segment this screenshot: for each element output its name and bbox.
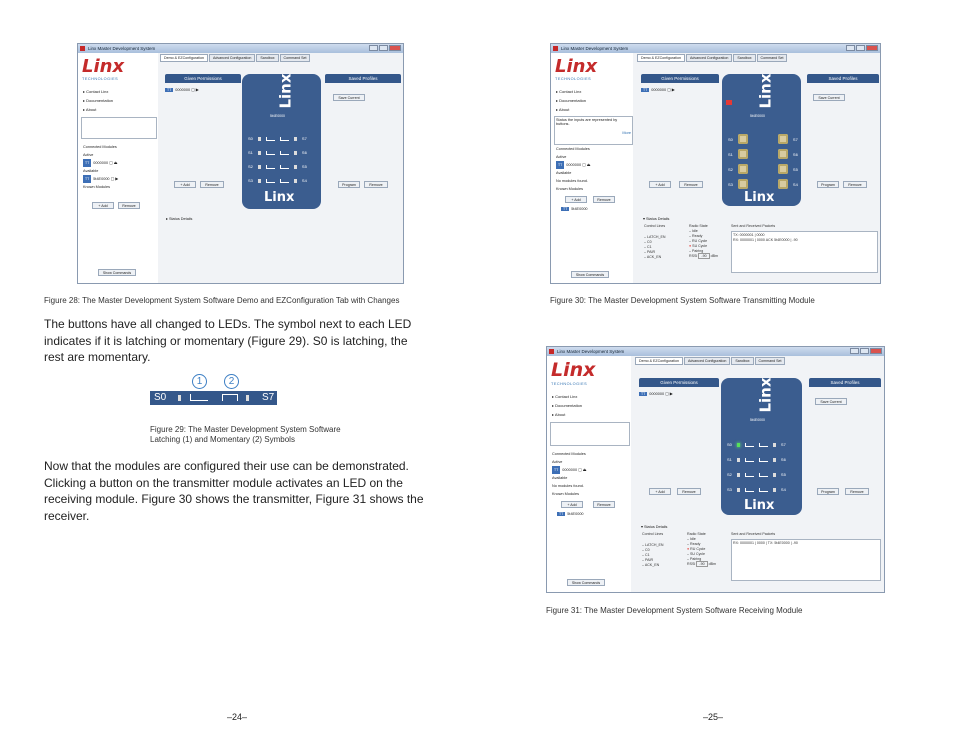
no-modules-31: No modules found. xyxy=(552,484,584,488)
info-box xyxy=(81,117,157,139)
add-button-30[interactable]: + Add xyxy=(649,181,671,188)
packets-label-30: Sent and Received Packets xyxy=(731,224,776,228)
linx-logo: Linx xyxy=(82,56,125,77)
linx-logo-30: Linx xyxy=(555,56,598,77)
tab-bar-31 xyxy=(635,357,785,365)
window-titlebar xyxy=(78,44,403,53)
button-row-2[interactable]: S2 S5 xyxy=(728,164,798,174)
figure-29-strip xyxy=(150,391,277,405)
fig29-s0: S0 xyxy=(154,392,167,403)
remove-button-31[interactable]: Remove xyxy=(677,488,701,495)
board-id: 5t4E0000 xyxy=(270,114,285,118)
nav-about-31[interactable]: ▸ About xyxy=(552,412,566,417)
known-modules-label-30: Known Modules xyxy=(556,187,584,191)
show-commands-button[interactable]: Show Commands xyxy=(98,269,136,276)
window-title: Linx Master Development System xyxy=(88,46,156,51)
add-known-button-30[interactable]: + Add xyxy=(565,196,587,203)
tab-sandbox-31[interactable]: Sandbox xyxy=(731,357,753,365)
maximize-button-30[interactable] xyxy=(856,45,865,51)
button-row-0[interactable]: S0 S7 xyxy=(728,134,798,144)
save-current-button-31[interactable]: Save Current xyxy=(815,398,847,405)
no-modules-30: No modules found. xyxy=(556,179,588,183)
close-button-30[interactable] xyxy=(866,45,878,51)
app-icon xyxy=(80,46,85,51)
active-module-31[interactable]: TT 0000000 ▢ ⏏ xyxy=(554,468,587,472)
page-number-right: –25– xyxy=(703,712,724,722)
close-button[interactable] xyxy=(389,45,401,51)
window-titlebar-31 xyxy=(547,347,884,356)
save-current-button[interactable]: Save Current xyxy=(333,94,365,101)
connected-modules-label: Connected Modules xyxy=(83,145,117,149)
maximize-button-31[interactable] xyxy=(860,348,869,354)
paragraph-1: The buttons have all changed to LEDs. The symbol next to each LED indicates if it is latching or momentary (Figure 29). S0 is latching, the rest are momentary. xyxy=(44,317,412,364)
fig29-caption-1: Figure 29: The Master Development System Software xyxy=(150,425,341,434)
tab-advanced-31[interactable]: Advanced Configuration xyxy=(684,357,730,365)
radio-state-label-30: Radio State xyxy=(689,224,708,228)
figure-28-window xyxy=(77,43,404,284)
minimize-button-30[interactable] xyxy=(846,45,855,51)
tab-command-set[interactable]: Command Set xyxy=(280,54,311,62)
paragraph-2: Now that the modules are configured their use can be demonstrated. Clicking a button on the transmitter module activates an LED on the receiving module. Figure 30 shows the transmitter, Figure 31 shows the receiver. xyxy=(44,459,424,523)
remove-button-30[interactable]: Remove xyxy=(679,181,703,188)
remove-profile-button[interactable]: Remove xyxy=(364,181,388,188)
control-lines-label-31: Control Lines xyxy=(642,532,664,536)
active-module-30[interactable]: TT 0000000 ▢ ⏏ xyxy=(558,163,591,167)
rssi-value-31: -90 xyxy=(696,561,707,567)
nav-documentation-31[interactable]: ▸ Documentation xyxy=(552,403,583,408)
window-title-31: Linx Master Development System xyxy=(557,349,625,354)
status-note-box xyxy=(554,116,633,145)
linx-logo-31: Linx xyxy=(551,359,596,381)
active-module[interactable]: TT 0000000 ▢ ⏏ xyxy=(85,161,118,165)
available-label-30: Available xyxy=(556,171,572,175)
close-button-31[interactable] xyxy=(870,348,882,354)
remove-known-button-31[interactable]: Remove xyxy=(593,501,615,508)
available-label-31: Available xyxy=(552,476,568,480)
module-board-30 xyxy=(722,74,801,206)
tab-sandbox[interactable]: Sandbox xyxy=(256,54,278,62)
tab-command-set-30[interactable]: Command Set xyxy=(757,54,788,62)
fig29-led xyxy=(178,395,181,401)
left-pane-31 xyxy=(547,356,631,592)
show-commands-button-30[interactable]: Show Commands xyxy=(571,271,609,278)
fig28-caption: Figure 28: The Master Development System Software Demo and EZConfiguration Tab with Changes xyxy=(44,296,400,305)
radio-state-label-31: Radio State xyxy=(687,532,706,536)
minimize-button[interactable] xyxy=(369,45,378,51)
tab-demo-30[interactable]: Demo & EZConfiguration xyxy=(637,54,685,62)
info-box-31 xyxy=(550,422,630,446)
remove-button[interactable]: Remove xyxy=(200,181,224,188)
logo-subtitle-31: TECHNOLOGIES xyxy=(551,382,588,386)
board-logo: Linx xyxy=(276,73,295,109)
add-button-31[interactable]: + Add xyxy=(649,488,671,495)
left-pane xyxy=(78,53,158,283)
save-current-button-30[interactable]: Save Current xyxy=(813,94,845,101)
figure-31-window: Linx Master Development System Linx TECHNOLOGIES ▸ Contact Linx ▸ Documentation ▸ About Connected Modules Active TT 0000000 ▢ ⏏ Available No modules found. Known Modules + Add Remove TT 5t4E0000 Show Commands Demo & EZConfiguration Advanced Configuration Sandbox Command Set Given Permissions TT 0000000 ▢ ▶ Linx 5t4E0000 S0 S7 S1 S6 S2 S5 S3 S4 Linx + Add Remove Saved Profiles Save Current Program Remove ▾ Status Details Control Lines – LATCH_EN – C0 – C1 – PAIR – ACK_EN Radio State – Idle – Ready ● RU Cycle – SU Cycle – Pairing RSSI -90 dBm Sent and Received Packets RX: 0000001 | 0000 | TX: 5t4E0000 | -90 xyxy=(546,346,885,593)
board-id-31: 5t4E0000 xyxy=(750,418,765,422)
connected-modules-label-30: Connected Modules xyxy=(556,147,590,151)
known-modules-label: Known Modules xyxy=(83,185,111,189)
switch-row-0[interactable]: S0 S7 xyxy=(248,136,307,141)
status-led-red xyxy=(726,100,732,105)
fig29-led-right xyxy=(246,395,249,401)
program-button-31[interactable]: Program xyxy=(817,488,839,495)
module-row-30[interactable]: TT 0000000 ▢ ▶ xyxy=(643,88,675,92)
module-board-31 xyxy=(721,378,802,515)
add-known-button[interactable]: + Add xyxy=(92,202,114,209)
more-link[interactable]: More xyxy=(622,131,631,135)
connected-modules-label-31: Connected Modules xyxy=(552,452,586,456)
page-number-left: –24– xyxy=(227,712,248,722)
known-modules-label-31: Known Modules xyxy=(552,492,580,496)
fig29-s7: S7 xyxy=(262,392,275,403)
nav-about[interactable]: ▸ About xyxy=(83,107,97,112)
fig29-caption-2: Latching (1) and Momentary (2) Symbols xyxy=(150,435,295,444)
active-label: Active xyxy=(83,153,94,157)
given-permissions-header: Given Permissions xyxy=(165,74,241,83)
add-button[interactable]: + Add xyxy=(174,181,196,188)
saved-profiles-header: Saved Profiles xyxy=(325,74,401,83)
button-row-1[interactable]: S1 S6 xyxy=(728,149,798,159)
latching-symbol xyxy=(190,394,208,401)
tab-advanced[interactable]: Advanced Configuration xyxy=(209,54,255,62)
tab-bar-30 xyxy=(637,54,787,62)
remove-known-button[interactable]: Remove xyxy=(118,202,140,209)
packets-box-30: TX: 0000001 | 0000 RX: 0000001 | 0000 ACK 5t4E0000 | -90 xyxy=(731,231,878,273)
logo-subtitle-30: TECHNOLOGIES xyxy=(555,77,592,81)
momentary-symbol xyxy=(222,394,238,401)
tab-demo-31[interactable]: Demo & EZConfiguration xyxy=(635,357,683,365)
available-module[interactable]: TT 5t4E0000 ▢ ▶ xyxy=(85,177,119,181)
status-note: Status the inputs are represented by buttons. xyxy=(556,118,618,126)
board-logo-30: Linx xyxy=(756,73,775,109)
switch-row-2[interactable]: S2 S5 xyxy=(248,164,307,169)
given-permissions-header-30: Given Permissions xyxy=(641,74,719,83)
fig31-caption: Figure 31: The Master Development System Software Receiving Module xyxy=(546,606,803,615)
app-icon-31 xyxy=(549,349,554,354)
packets-box-31: RX: 0000001 | 0000 | TX: 5t4E0000 | -90 xyxy=(731,539,881,581)
led-row-0: S0 S7 xyxy=(727,442,786,447)
nav-about-30[interactable]: ▸ About xyxy=(556,107,570,112)
module-row[interactable]: TT 0000000 ▢ ▶ xyxy=(167,88,199,92)
add-known-button-31[interactable]: + Add xyxy=(561,501,583,508)
status-details-toggle-31[interactable]: ▾ Status Details xyxy=(641,525,668,529)
known-module-30[interactable]: TT 5t4E0000 xyxy=(563,207,588,211)
led-row-1: S1 S6 xyxy=(727,457,786,462)
board-id-30: 5t4E0000 xyxy=(750,114,765,118)
control-lines-label-30: Control Lines xyxy=(644,224,666,228)
remove-known-button-30[interactable]: Remove xyxy=(593,196,615,203)
board-logo-bottom: Linx xyxy=(264,190,295,205)
active-label-31: Active xyxy=(552,460,563,464)
remove-profile-button-31[interactable]: Remove xyxy=(845,488,869,495)
minimize-button-31[interactable] xyxy=(850,348,859,354)
saved-profiles-header-30: Saved Profiles xyxy=(807,74,879,83)
led-row-2: S2 S5 xyxy=(727,472,786,477)
status-details-toggle[interactable]: ▸ Status Details xyxy=(166,217,193,221)
board-logo-bottom-30: Linx xyxy=(744,190,775,205)
tab-bar xyxy=(160,54,310,62)
fig30-caption: Figure 30: The Master Development System Software Transmitting Module xyxy=(550,296,815,305)
figure-30-window: Linx Master Development System Linx TECHNOLOGIES ▸ Contact Linx ▸ Documentation ▸ About Status the inputs are represented by buttons. More Connected Modules Active TT 0000000 ▢ ⏏ Available No modules found. Known Modules + Add Remove TT 5t4E0000 Show Commands Demo & EZConfiguration Advanced Configuration Sandbox Command Set Given Permissions TT 0000000 ▢ ▶ Linx 5t4E0000 S0 S7 S1 S6 S2 S5 S3 S4 Linx + Add Remove Saved Profiles Save Current Program Remove ▾ Status Details Control Lines – LATCH_EN – C0 – C1 – PAIR – ACK_EN Radio State – Idle – Ready – RU Cycle ● SU Cycle – Pairing RSSI -90 dBm Sent and Received Packets TX: 0000001 | 0000 RX: 0000001 | 0000 ACK 5t4E0000 | -90 xyxy=(550,43,881,284)
program-button-30[interactable]: Program xyxy=(817,181,839,188)
board-logo-bottom-31: Linx xyxy=(744,498,775,513)
program-button[interactable]: Program xyxy=(338,181,360,188)
saved-profiles-header-31: Saved Profiles xyxy=(809,378,881,387)
maximize-button[interactable] xyxy=(379,45,388,51)
window-title-30: Linx Master Development System xyxy=(561,46,629,51)
app-icon-30 xyxy=(553,46,558,51)
switch-row-1[interactable]: S1 S6 xyxy=(248,150,307,155)
known-module-31[interactable]: TT 5t4E0000 xyxy=(559,512,584,516)
given-permissions-header-31: Given Permissions xyxy=(639,378,719,387)
module-board xyxy=(242,74,321,209)
callout-2: 2 xyxy=(224,374,239,389)
tab-sandbox-30[interactable]: Sandbox xyxy=(733,54,755,62)
callout-1: 1 xyxy=(192,374,207,389)
logo-subtitle: TECHNOLOGIES xyxy=(82,77,119,81)
tab-advanced-30[interactable]: Advanced Configuration xyxy=(686,54,732,62)
nav-contact[interactable]: ▸ Contact Linx xyxy=(83,89,109,94)
tab-command-set-31[interactable]: Command Set xyxy=(755,357,786,365)
tab-demo[interactable]: Demo & EZConfiguration xyxy=(160,54,208,62)
nav-contact-31[interactable]: ▸ Contact Linx xyxy=(552,394,578,399)
module-row-31[interactable]: TT 0000000 ▢ ▶ xyxy=(641,392,673,396)
board-logo-31: Linx xyxy=(756,377,775,413)
status-details-toggle-30[interactable]: ▾ Status Details xyxy=(643,217,670,221)
left-pane-30 xyxy=(551,53,633,283)
switch-row-3[interactable]: S3 S4 xyxy=(248,178,307,183)
button-row-3[interactable]: S3 S4 xyxy=(728,179,798,189)
available-label: Available xyxy=(83,169,99,173)
remove-profile-button-30[interactable]: Remove xyxy=(843,181,867,188)
packets-label-31: Sent and Received Packets xyxy=(731,532,776,536)
active-label-30: Active xyxy=(556,155,567,159)
window-titlebar-30 xyxy=(551,44,880,53)
nav-contact-30[interactable]: ▸ Contact Linx xyxy=(556,89,582,94)
rssi-value-30: -90 xyxy=(698,253,709,259)
nav-documentation-30[interactable]: ▸ Documentation xyxy=(556,98,587,103)
show-commands-button-31[interactable]: Show Commands xyxy=(567,579,605,586)
led-row-3: S3 S4 xyxy=(727,487,786,492)
nav-documentation[interactable]: ▸ Documentation xyxy=(83,98,114,103)
